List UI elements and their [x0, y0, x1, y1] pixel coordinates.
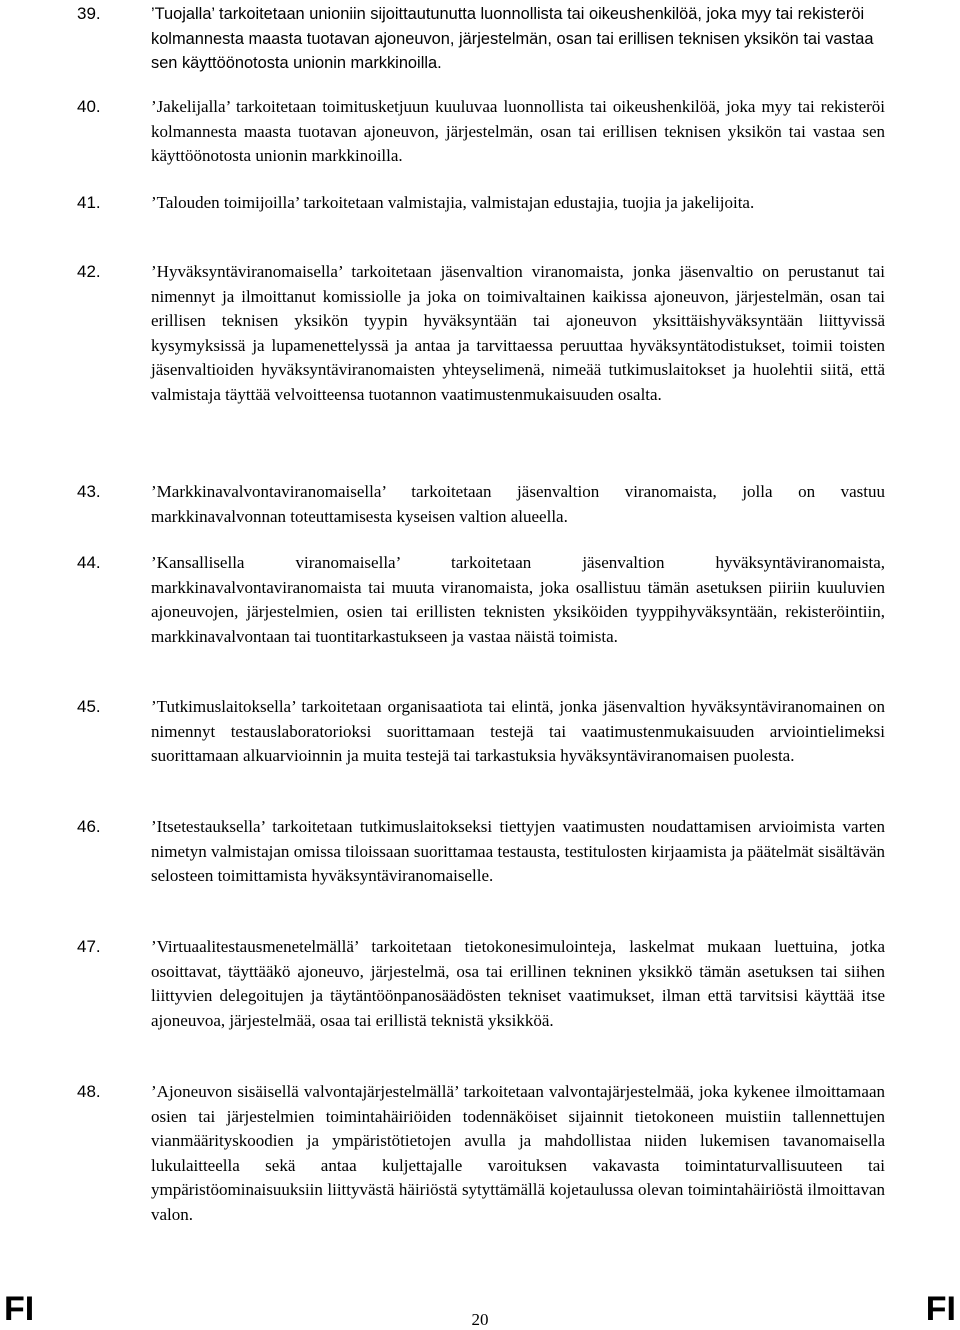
footer-language-left: FI	[4, 1290, 35, 1328]
item-text: ’Jakelijalla’ tarkoitetaan toimitusketjuun kuuluvaa luonnollista tai oikeushenkilöä, joka myy tai rekisteröi kolmannesta maasta tuotavan ajoneuvon, järjestelmän, osan tai erillisen teknisen yksikön tai vastaa sen käyttöönotosta unionin markkinoilla.	[151, 97, 885, 165]
item-text: ’Hyväksyntäviranomaisella’ tarkoitetaan jäsenvaltion viranomaista, jonka jäsenvaltio on perustanut tai nimennyt ja ilmoittanut komissiolle ja joka on toimivaltainen kaikissa ajoneuvon, järjestelmän, osan tai erillisen teknisen yksikön tyypin hyväksyntään tai ajoneuvon yksittäishyväksyntään liittyvissä kysymyksissä ja lupamenettelyssä ja antaa ja tarvittaessa peruuttaa hyväksyntätodistukset, toimii toisten jäsenvaltioiden hyväksyntäviranomaisten yhteyselimenä, nimeää tutkimuslaitokset ja huolehtii siitä, että valmistaja täyttää velvoitteensa tuotannon vaatimustenmukaisuuden osalta.	[151, 262, 885, 404]
item-text: ’Ajoneuvon sisäisellä valvontajärjestelmällä’ tarkoitetaan valvontajärjestelmää, joka kykenee ilmoittamaan osien tai järjestelmien toimintahäiriöiden todennäköiset sijainnit tietokoneen muistiin tallennettujen vianmäärityskoodien ja ympäristötietojen avulla ja mahdollistaa niiden lukemisen tavanomaisella lukulaitteella sekä antaa kuljettajalle varoituksen vakavasta toimintaturvallisuuteen tai ympäristöominaisuuksiin liittyvästä häiriöstä sytyttämällä kojetaulussa olevan toimintahäiriöstä ilmoittavan valon.	[151, 1082, 885, 1224]
item-number: 48.	[77, 1082, 101, 1101]
page-number: 20	[471, 1310, 489, 1329]
item-text: ’Markkinavalvontaviranomaisella’ tarkoitetaan jäsenvaltion viranomaista, jolla on vastuu markkinavalvonnan toteuttamisesta kyseisen valtion alueella.	[151, 482, 885, 526]
item-text: ’Talouden toimijoilla’ tarkoitetaan valmistajia, valmistajan edustajia, tuojia ja jakelijoita.	[151, 193, 755, 212]
item-text: ’Virtuaalitestausmenetelmällä’ tarkoitetaan tietokonesimulointeja, laskelmat mukaan luettuina, jotka osoittavat, täyttääkö ajoneuvo, järjestelmä, osa tai erillinen tekninen yksikkö tämän asetuksen tai siihen liittyvien delegoitujen ja täytäntöönpanosäädösten tekniset vaatimukset, ilman että tarvitsisi käyttää itse ajoneuvoa, järjestelmää, osaa tai erillistä teknistä yksikköä.	[151, 937, 885, 1030]
item-text: ’Tutkimuslaitoksella’ tarkoitetaan organisaatiota tai elintä, jonka jäsenvaltion hyväksyntäviranomainen on nimennyt testauslaboratorioksi suorittamaan testejä tai vaatimustenmukaisuuden arviointielimeksi suorittamaan alkuarvioinnin ja muita testejä tai tarkastuksia hyväksyntäviranomaisen puolesta.	[151, 697, 885, 765]
item-text: ’Kansallisella viranomaisella’ tarkoitetaan jäsenvaltion hyväksyntäviranomaista, markkinavalvontaviranomaista tai muuta viranomaista, joka osallistuu tämän asetuksen piiriin kuuluvien ajoneuvojen, järjestelmien, osien tai erillisten teknisten yksiköiden tyyppihyväksyntään, rekisteröintiin, markkinavalvontaan tai tuontitarkastukseen ja vastaa näistä toimista.	[151, 553, 885, 646]
item-number: 44.	[77, 553, 101, 572]
item-text: ’Tuojalla’ tarkoitetaan unioniin sijoittautunutta luonnollista tai oikeushenkilöä, joka myy tai rekisteröi kolmannesta maasta tuotavan ajoneuvon, järjestelmän, osan tai erillisen teknisen yksikön tai vastaa sen käyttöönotosta unionin markkinoilla.	[151, 5, 874, 72]
footer-language-right: FI	[925, 1290, 956, 1328]
item-number: 41.	[77, 193, 101, 212]
item-number: 40.	[77, 97, 101, 116]
item-number: 42.	[77, 262, 101, 281]
item-text: ’Itsetestauksella’ tarkoitetaan tutkimuslaitokseksi tiettyjen vaatimusten noudattamisen arvioimista varten nimetyn valmistajan omissa tiloissaan suorittamaa testausta, testitulosten kirjaamista ja päätelmät sisältävän selosteen toimittamista hyväksyntäviranomaiselle.	[151, 817, 885, 885]
item-number: 45.	[77, 697, 101, 716]
item-number: 43.	[77, 482, 101, 501]
item-number: 47.	[77, 937, 101, 956]
item-number: 39.	[77, 4, 101, 23]
item-number: 46.	[77, 817, 101, 836]
